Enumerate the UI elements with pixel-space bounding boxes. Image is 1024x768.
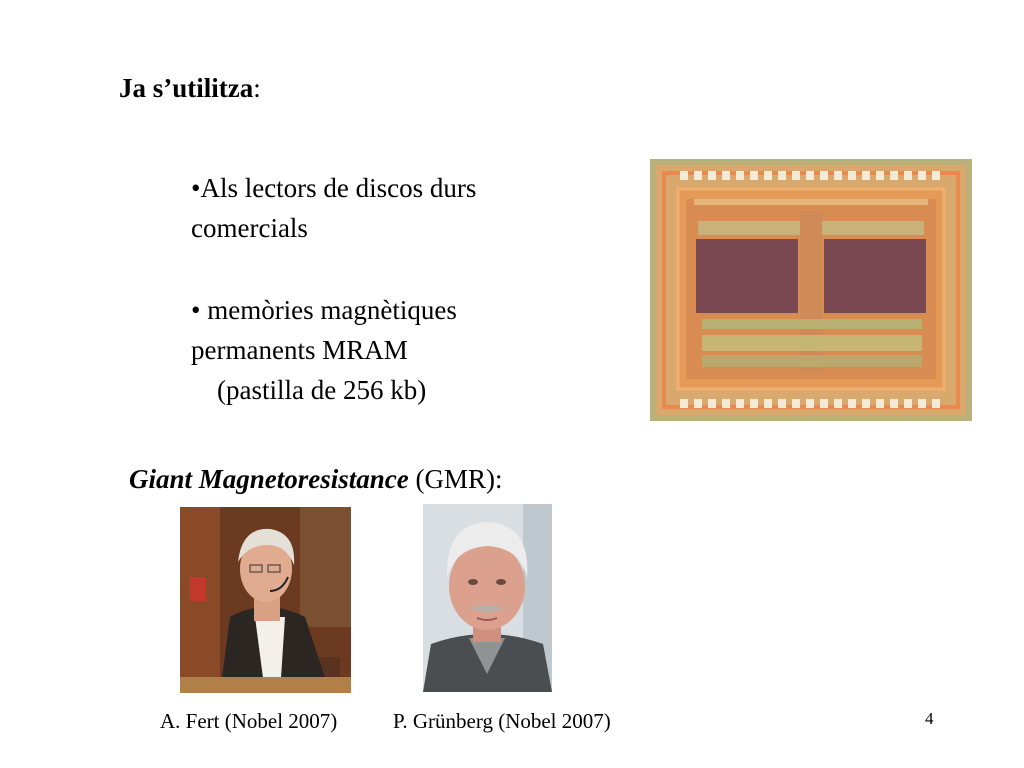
gmr-term: Giant Magnetoresistance [129, 464, 409, 494]
bullet-line: comercials [191, 213, 308, 243]
heading-suffix: : [253, 73, 261, 103]
bullet-line: permanents MRAM [191, 335, 408, 365]
page-number: 4 [925, 709, 934, 728]
bullet-item-hard-disks [191, 168, 611, 248]
gmr-suffix: (GMR): [408, 464, 503, 494]
bullet-line: • memòries magnètiques [191, 295, 457, 325]
heading-bold-text: Ja s’utilitza [119, 73, 254, 103]
photo-grunberg [423, 504, 552, 692]
caption-grunberg: P. Grünberg (Nobel 2007) [393, 709, 611, 733]
gmr-heading [129, 462, 503, 496]
mram-chip-image [650, 159, 972, 421]
slide-heading [119, 71, 261, 105]
bullet-list [191, 168, 611, 410]
bullet-subline: (pastilla de 256 kb) [217, 375, 427, 405]
bullet-item-mram [191, 290, 611, 410]
bullet-line: •Als lectors de discos durs [191, 173, 477, 203]
photo-fert [180, 507, 351, 693]
caption-fert: A. Fert (Nobel 2007) [160, 709, 338, 733]
